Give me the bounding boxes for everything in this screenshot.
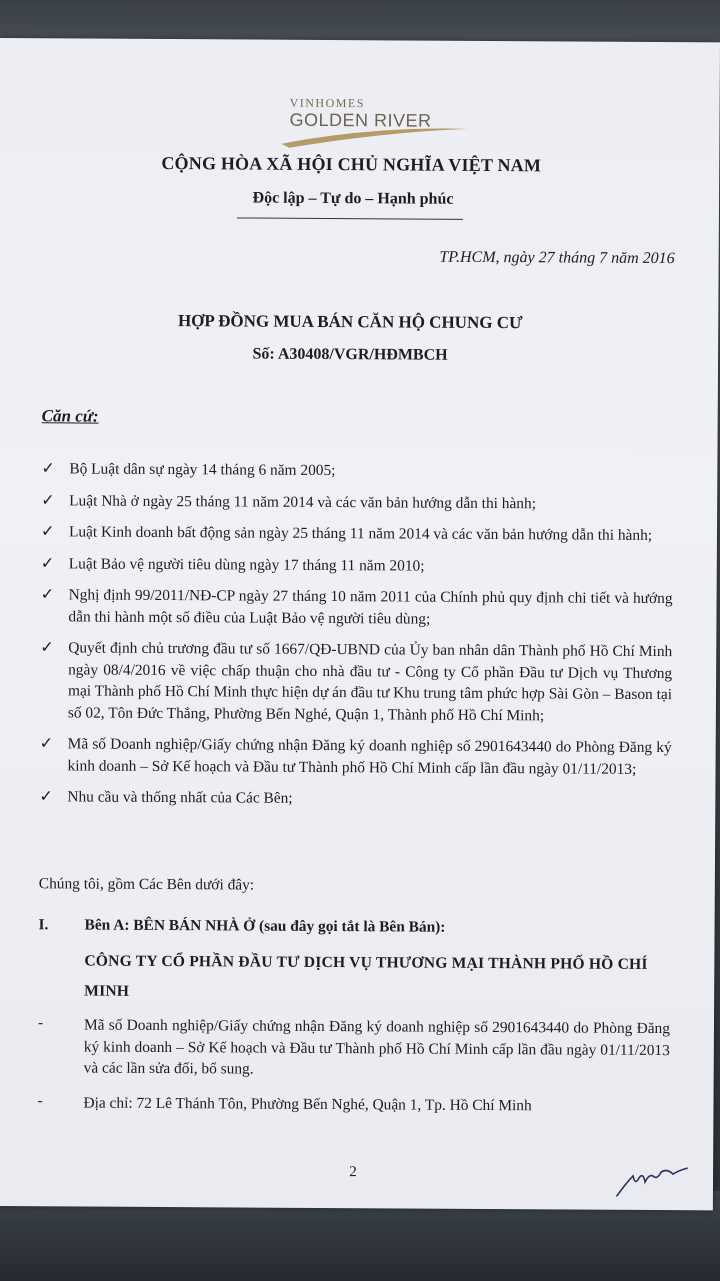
logo-golden-river-text: GOLDEN RIVER — [289, 109, 432, 131]
party-a-section — [37, 916, 671, 1115]
list-item — [38, 1014, 670, 1082]
parties-intro: Chúng tôi, gồm Các Bên dưới đây: — [38, 875, 255, 894]
basis-heading: Căn cứ: — [41, 406, 99, 426]
motto-underline — [237, 217, 463, 219]
list-item: ✓ Quyết định chủ trương đầu tư số 1667/QĐ-UBND của Ủy ban nhân dân Thành phố Hồ Chí Minh ngày 08/4/2016 về việc chấp thuận cho nhà đầu tư - Công ty Cổ phần Đầu tư Dịch vụ Thương mại Thành phố Hồ Chí Minh thực hiện dự án đầu tư Khu trung tâm phức hợp Sài Gòn – Bason tại số 02, Tôn Đức Thắng, Phường Bến Nghé, Quận 1, Thành phố Hồ Chí Minh; — [40, 639, 673, 724]
checkmark-icon: ✓ — [40, 554, 55, 572]
list-item: ✓ Bộ Luật dân sự ngày 14 tháng 6 năm 2005; — [41, 460, 336, 480]
checkmark-icon: ✓ — [40, 586, 55, 604]
signature-initials — [613, 1152, 703, 1203]
registration-text: Mã số Doanh nghiệp/Giấy chứng nhận Đăng ký doanh nghiệp số 2901643440 do Phòng Đăng ký kinh doanh – Sở Kế hoạch và Đầu tư Thành phố Hồ Chí Minh cấp lần đầu ngày 01/11/2013 và các lần sửa đổi, bổ sung. — [83, 1016, 671, 1078]
party-a-heading: Bên A: BÊN BÁN NHÀ Ở (sau đây gọi tắt là Bên Bán): — [84, 916, 446, 936]
logo-vinhomes-text: VINHOMES — [289, 95, 365, 111]
document-date: TP.HCM, ngày 27 tháng 7 năm 2016 — [439, 248, 675, 268]
checkmark-icon: ✓ — [40, 523, 55, 541]
list-item — [37, 1092, 669, 1117]
list-item: ✓ Luật Nhà ở ngày 25 tháng 11 năm 2014 và các văn bản hướng dẫn thi hành; — [41, 491, 537, 512]
dash-bullet: - — [37, 1014, 44, 1032]
section-number: I. — [38, 916, 49, 934]
contract-title: HỢP ĐỒNG MUA BÁN CĂN HỘ CHUNG CƯ — [177, 311, 523, 333]
list-item: ✓ Nhu cầu và thống nhất của Các Bên; — [39, 788, 293, 807]
document-page — [0, 38, 720, 1210]
list-item: ✓ Luật Kinh doanh bất động sản ngày 25 tháng 11 năm 2014 và các văn bản hướng dẫn thi hành; — [40, 523, 653, 544]
republic-heading: CỘNG HÒA XÃ HỘI CHỦ NGHĨA VIỆT NAM — [161, 152, 542, 176]
list-item: ✓ Mã số Doanh nghiệp/Giấy chứng nhận Đăng ký doanh nghiệp số 2901643440 do Phòng Đăng ký kinh doanh – Sở Kế hoạch và Đầu tư Thành phố Hồ Chí Minh cấp lần đầu ngày 01/11/2013; — [39, 735, 672, 778]
dash-bullet: - — [37, 1092, 43, 1110]
checkmark-icon: ✓ — [41, 491, 55, 509]
list-item: ✓ Nghị định 99/2011/NĐ-CP ngày 27 tháng 10 năm 2011 của Chính phủ quy định chi tiết và hướng dẫn thi hành một số điều của Luật Bảo vệ người tiêu dùng; — [40, 586, 673, 628]
checkmark-icon: ✓ — [40, 639, 54, 657]
checkmark-icon: ✓ — [39, 788, 53, 806]
page-number: 2 — [349, 1164, 357, 1181]
checkmark-icon: ✓ — [41, 460, 55, 478]
logo-swoosh-icon — [271, 122, 471, 153]
motto: Độc lập – Tự do – Hạnh phúc — [252, 189, 454, 208]
company-name: CÔNG TY CỔ PHẦN ĐẦU TƯ DỊCH VỤ THƯƠNG MẠI THÀNH PHỐ HỒ CHÍ MINH — [84, 952, 648, 1000]
list-item: ✓ Luật Bảo vệ người tiêu dùng ngày 17 tháng 11 năm 2010; — [40, 554, 425, 575]
basis-list — [39, 458, 673, 821]
checkmark-icon: ✓ — [39, 735, 54, 753]
address-text: Địa chỉ: 72 Lê Thánh Tôn, Phường Bến Nghé, Quận 1, Tp. Hồ Chí Minh — [83, 1094, 532, 1115]
contract-number: Số: A30408/VGR/HĐMBCH — [252, 345, 448, 364]
